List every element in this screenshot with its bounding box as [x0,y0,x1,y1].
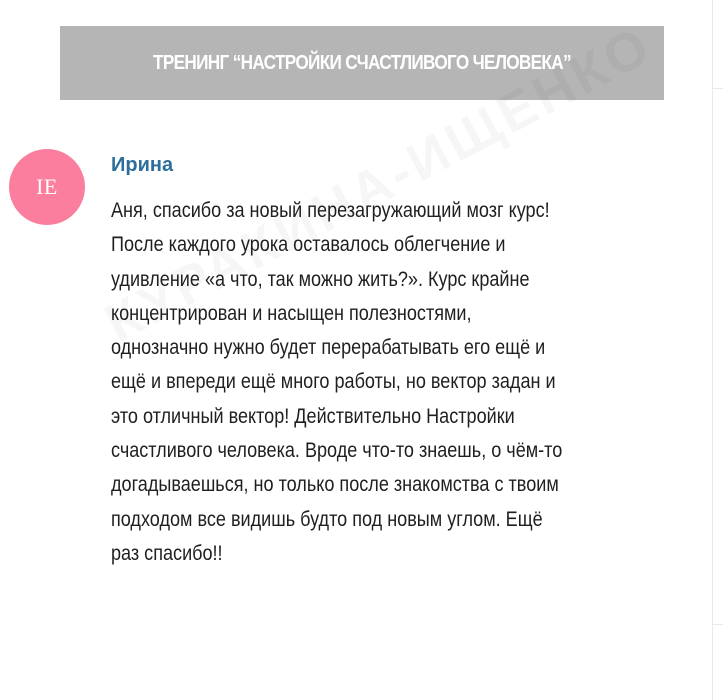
review-author-name: Ирина [111,154,174,176]
review-text-line: раз спасибо!! [111,541,223,565]
review-text-line: Аня, спасибо за новый перезагружающий мозг курс! [111,199,550,222]
banner-title: ТРЕНИНГ “НАСТРОЙКИ СЧАСТЛИВОГО ЧЕЛОВЕКА” [153,51,571,74]
avatar [9,149,85,225]
review-text-line: удивление «а что, так можно жить?». Курс крайне [111,267,530,291]
right-edge-tick [712,88,723,89]
avatar-initials: IE [36,174,58,199]
training-title-banner [60,26,664,100]
review-text-line: концентрирован и насыщен полезностями, [111,301,472,325]
review-text-line: подходом все видишь будто под новым углом. Ещё [111,507,543,531]
review-text-line: счастливого человека. Вроде что-то знаешь, о чём-то [111,439,563,463]
review-text [111,194,723,571]
review-text-line: догадываешься, но только после знакомства с твоим [111,473,559,497]
review-text-line: После каждого урока оставалось облегчение и [111,233,506,257]
review-text-line: однозначно нужно будет перерабатывать его ещё и [111,336,546,360]
right-edge-tick [712,624,723,625]
review-text-line: ещё и впереди ещё много работы, но вектор задан и [111,370,556,394]
review-text-line: это отличный вектор! Действительно Настройки [111,404,515,428]
